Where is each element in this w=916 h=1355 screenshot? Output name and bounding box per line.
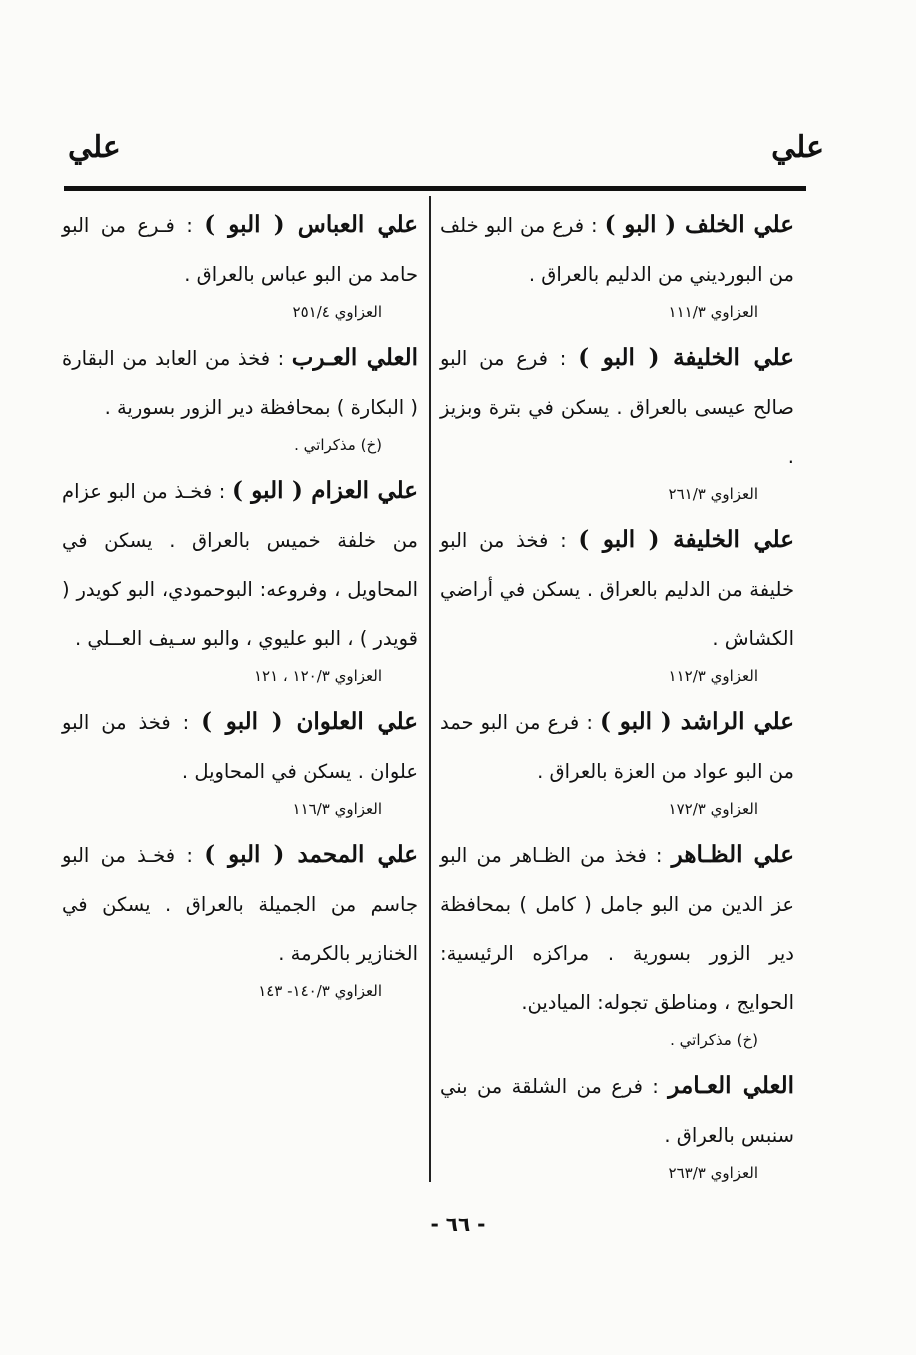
entry-body: [62, 333, 418, 432]
entry-body: [62, 830, 418, 978]
header-rule: [64, 186, 806, 191]
entry-heading: علي العباس ( البو ): [204, 211, 419, 238]
entry-source: العزاوي ١١٦/٣: [292, 800, 382, 818]
entry: [440, 515, 794, 689]
entry-heading: علي العلوان ( البو ): [201, 708, 418, 735]
entry-description: : فخذ من البو خليفة من الدليم بالعراق . يسكن في أراضي الكشاش .: [440, 529, 794, 650]
entry-body: [440, 1061, 794, 1160]
entry-source: (خ) مذكراتي .: [670, 1031, 758, 1049]
entry-description: : فخـذ من البو عزام من خلفة خميس بالعراق . يسكن في المحاويل ، وفروعه: البوحمودي، البو كويدر ( قويدر ) ، البو عليوي ، والبو سـيف العــلي .: [62, 480, 418, 650]
entry: [440, 200, 794, 325]
entry-description: : فرع من الشلقة من بني سنبس بالعراق .: [440, 1075, 794, 1147]
entry-description: : فرع من البو خلف من البورديني من الدليم بالعراق .: [440, 214, 794, 286]
entry: [440, 1061, 794, 1186]
entry-heading: علي الخليفة ( البو ): [578, 344, 794, 371]
entry-source: العزاوي ١٧٢/٣: [668, 800, 758, 818]
running-head-left: علي: [68, 130, 121, 165]
entry-heading: علي المحمد ( البو ): [204, 841, 419, 868]
entry: [440, 697, 794, 822]
entry: [62, 697, 418, 822]
entry-body: [62, 200, 418, 299]
entry-body: [440, 697, 794, 796]
entry-heading: علي الراشد ( البو ): [600, 708, 794, 735]
entry-source: العزاوي ١١٢/٣: [668, 667, 758, 685]
entry-description: : فرع من البو حمد من البو عواد من العزة بالعراق .: [440, 711, 794, 783]
entry-heading: علي الظـاهر: [671, 841, 794, 868]
entry: [62, 830, 418, 1004]
right-column: [440, 200, 794, 1194]
entry-source: العزاوي ١٢٠/٣ ، ١٢١: [253, 667, 382, 685]
entry-description: : فـرع من البو حامد من البو عباس بالعراق .: [62, 214, 418, 286]
entry-source: (خ) مذكراتي .: [294, 436, 382, 454]
entry-heading: علي العزام ( البو ): [232, 477, 418, 504]
entry-source: العزاوي ١١١/٣: [668, 303, 758, 321]
running-head-right: علي: [771, 130, 824, 165]
left-column: [62, 200, 418, 1012]
page-number: - ٦٦ -: [430, 1212, 486, 1236]
entry-body: [440, 515, 794, 663]
entry-source: العزاوي ٢٦٣/٣: [668, 1164, 758, 1182]
entry-heading: علي الخلف ( البو ): [604, 211, 794, 238]
entry-body: [440, 333, 794, 481]
entry: [62, 333, 418, 458]
entry-source: العزاوي ١٤٠/٣- ١٤٣: [258, 982, 382, 1000]
entry-description: : فرع من البو صالح عيسى بالعراق . يسكن في بترة وبزيز .: [440, 347, 794, 468]
entry: [440, 830, 794, 1053]
entry-body: [440, 830, 794, 1027]
entry-heading: العلي العـرب: [291, 344, 418, 371]
entry: [440, 333, 794, 507]
entry-source: العزاوي ٢٦١/٣: [668, 485, 758, 503]
entry: [62, 466, 418, 689]
entry-body: [62, 697, 418, 796]
entry-description: : فخـذ من البو جاسم من الجميلة بالعراق . يسكن في الخنازير بالكرمة .: [62, 844, 418, 965]
entry-body: [62, 466, 418, 663]
entry-source: العزاوي ٢٥١/٤: [292, 303, 382, 321]
entry-body: [440, 200, 794, 299]
column-divider: [429, 196, 431, 1182]
entry-description: : فخذ من العابد من البقارة ( البكارة ) بمحافظة دير الزور بسورية .: [62, 347, 418, 419]
entry-description: : فخذ من البو علوان . يسكن في المحاويل .: [62, 711, 418, 783]
entry-heading: علي الخليفة ( البو ): [578, 526, 794, 553]
entry-description: : فخذ من الظـاهر من البو عز الدين من البو جامل ( كامل ) بمحافظة دير الزور بسورية . مراكزه الرئيسية: الحوايج ، ومناطق تجوله: الميادين.: [440, 844, 794, 1014]
entry-heading: العلي العـامر: [668, 1072, 794, 1099]
entry: [62, 200, 418, 325]
